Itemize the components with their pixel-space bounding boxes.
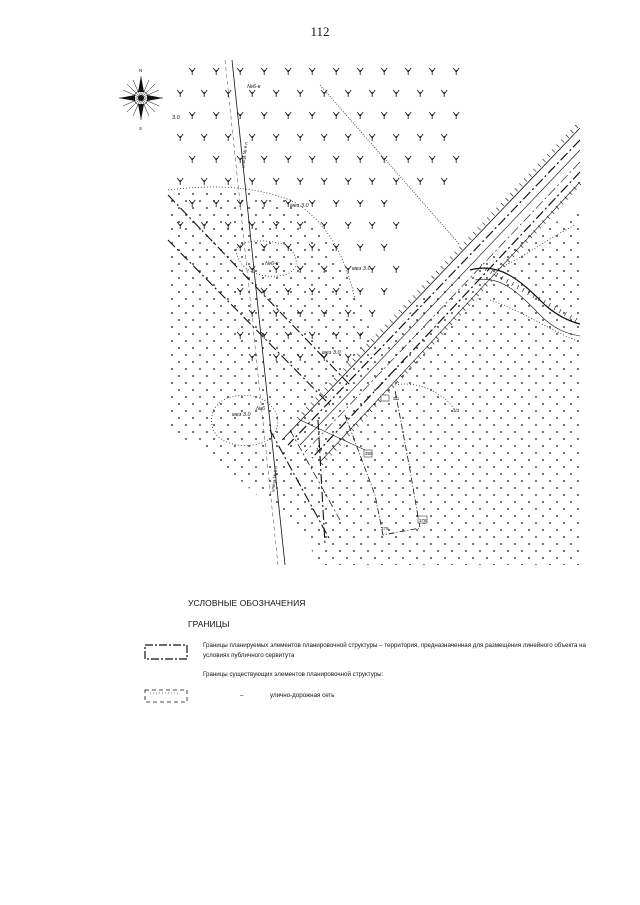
- embankment-hatch: [376, 334, 379, 337]
- embankment-hatch: [575, 125, 578, 128]
- tree-symbol: [333, 68, 339, 75]
- tree-symbol: [309, 68, 315, 75]
- parcel-number-4: 378: [419, 518, 427, 523]
- tree-symbol: [453, 68, 459, 75]
- embankment-hatch: [496, 208, 499, 211]
- tree-symbol: [333, 200, 339, 207]
- parcel-number-1: 3/1: [393, 396, 400, 401]
- tree-symbol: [405, 68, 411, 75]
- embankment-hatch: [506, 198, 509, 201]
- tree-symbol: [225, 178, 231, 185]
- tree-symbol: [249, 134, 255, 141]
- tree-symbol: [201, 90, 207, 97]
- embankment-hatch: [501, 203, 504, 206]
- tree-symbol: [357, 200, 363, 207]
- legend-item-planned: Границы планируемых элементов планировочной структуры – территория, предназначенная для размещения линейного объекта на условиях публичного сервитута: [203, 642, 587, 659]
- embankment-hatch: [556, 144, 559, 147]
- tree-symbol: [261, 68, 267, 75]
- tree-symbol: [441, 178, 447, 185]
- embankment-hatch: [538, 164, 541, 167]
- tree-symbol: [333, 112, 339, 119]
- tree-symbol: [453, 156, 459, 163]
- embankment-hatch: [431, 276, 434, 279]
- tree-symbol: [417, 178, 423, 185]
- tree-symbol: [285, 112, 291, 119]
- embankment-hatch: [385, 325, 388, 328]
- forest-label-2: мез 3.0: [290, 203, 309, 209]
- tree-symbol: [369, 222, 375, 229]
- tree-symbol: [261, 112, 267, 119]
- embankment-hatch: [529, 174, 532, 177]
- tree-symbol: [405, 112, 411, 119]
- tree-symbol: [405, 156, 411, 163]
- embankment-hatch: [482, 222, 485, 225]
- tree-symbol: [357, 156, 363, 163]
- embankment-hatch: [422, 286, 425, 289]
- tree-symbol: [285, 156, 291, 163]
- tree-symbol: [189, 156, 195, 163]
- legend-symbol-planned: [145, 645, 187, 659]
- embankment-hatch: [427, 281, 430, 284]
- tree-symbol: [369, 90, 375, 97]
- tree-symbol: [297, 134, 303, 141]
- tree-symbol: [213, 68, 219, 75]
- embankment-hatch: [459, 247, 462, 250]
- embankment-hatch: [408, 300, 411, 303]
- embankment-hatch: [417, 290, 420, 293]
- embankment-hatch: [552, 149, 555, 152]
- embankment-hatch: [543, 159, 546, 162]
- tree-symbol: [453, 112, 459, 119]
- parcel-number-3: 379: [381, 526, 389, 531]
- embankment-hatch: [519, 183, 522, 186]
- tree-symbol: [357, 112, 363, 119]
- forest-label-8: №6: [256, 406, 266, 412]
- tree-symbol: [441, 134, 447, 141]
- tree-symbol: [381, 244, 387, 251]
- meadow-area: [168, 190, 580, 565]
- tree-symbol: [321, 134, 327, 141]
- tree-symbol: [189, 112, 195, 119]
- embankment-hatch: [390, 320, 393, 323]
- tree-symbol: [177, 134, 183, 141]
- forest-label-3: мез 3.0: [352, 266, 371, 272]
- forest-label-4: мез 3.0: [322, 350, 341, 356]
- legend-subtitle: ГРАНИЦЫ: [188, 619, 230, 629]
- tree-symbol: [357, 244, 363, 251]
- embankment-hatch: [561, 140, 564, 143]
- tree-symbol: [285, 68, 291, 75]
- tree-symbol: [321, 90, 327, 97]
- tree-symbol: [381, 112, 387, 119]
- tree-symbol: [381, 68, 387, 75]
- tree-symbol: [393, 178, 399, 185]
- embankment-hatch: [510, 193, 513, 196]
- tree-symbol: [261, 156, 267, 163]
- embankment-hatch: [533, 169, 536, 172]
- tree-symbol: [369, 134, 375, 141]
- tree-symbol: [429, 156, 435, 163]
- tree-symbol: [357, 68, 363, 75]
- embankment-hatch: [450, 256, 453, 259]
- forest-label-1: 3.0: [172, 115, 180, 121]
- legend-title: УСЛОВНЫЕ ОБОЗНАЧЕНИЯ: [188, 598, 306, 608]
- tree-symbol: [393, 266, 399, 273]
- embankment-hatch: [566, 135, 569, 138]
- embankment-hatch: [570, 130, 573, 133]
- tree-symbol: [321, 222, 327, 229]
- forest-label-7: №6-к: [265, 261, 279, 267]
- tree-symbol: [297, 178, 303, 185]
- embankment-hatch: [413, 295, 416, 298]
- embankment-hatch: [464, 242, 467, 245]
- tree-symbol: [345, 90, 351, 97]
- tree-symbol: [345, 266, 351, 273]
- embankment-hatch: [399, 310, 402, 313]
- tree-symbol: [369, 310, 375, 317]
- embankment-hatch: [492, 213, 495, 216]
- tree-symbol: [345, 134, 351, 141]
- tree-symbol: [237, 68, 243, 75]
- tree-symbol: [393, 222, 399, 229]
- embankment-hatch: [547, 154, 550, 157]
- tree-symbol: [393, 90, 399, 97]
- tree-symbol: [429, 68, 435, 75]
- tree-symbol: [201, 178, 207, 185]
- embankment-hatch: [468, 237, 471, 240]
- tree-symbol: [213, 112, 219, 119]
- tree-symbol: [381, 156, 387, 163]
- forest-label-6: №6-к: [247, 84, 261, 90]
- tree-symbol: [321, 178, 327, 185]
- embankment-hatch: [394, 315, 397, 318]
- tree-symbol: [225, 134, 231, 141]
- tree-symbol: [417, 134, 423, 141]
- tree-symbol: [249, 90, 255, 97]
- tree-symbol: [309, 200, 315, 207]
- embankment-hatch: [524, 179, 527, 182]
- legend-symbol-existing: [145, 690, 187, 702]
- road-label-upper: улица № 6 п: [240, 141, 249, 169]
- tree-symbol: [429, 112, 435, 119]
- compass-rose-icon: [119, 68, 163, 131]
- embankment-hatch: [404, 305, 407, 308]
- tree-symbol: [333, 156, 339, 163]
- tree-symbol: [309, 156, 315, 163]
- legend-item-road-network: улично-дорожная сеть: [270, 692, 335, 699]
- tree-symbol: [177, 90, 183, 97]
- compass-north-label: N: [139, 68, 143, 73]
- legend-item-dash: –: [240, 692, 244, 699]
- tree-symbol: [357, 288, 363, 295]
- tree-symbol: [201, 134, 207, 141]
- tree-symbol: [213, 156, 219, 163]
- tree-symbol: [441, 90, 447, 97]
- embankment-hatch: [441, 266, 444, 269]
- compass-south-label: S: [139, 126, 143, 131]
- tree-symbol: [309, 112, 315, 119]
- tree-symbol: [345, 222, 351, 229]
- tree-symbol: [381, 288, 387, 295]
- embankment-hatch: [478, 227, 481, 230]
- tree-symbol: [417, 90, 423, 97]
- parcel-number-5: 380: [365, 451, 373, 456]
- page-number: 112: [310, 24, 330, 39]
- tree-symbol: [297, 90, 303, 97]
- tree-symbol: [189, 68, 195, 75]
- legend-item-existing: Границы существующих элементов планировочной структуры:: [203, 671, 384, 678]
- tree-symbol: [273, 90, 279, 97]
- embankment-hatch: [380, 329, 383, 332]
- forest-label-5: мез 3.0: [232, 412, 251, 418]
- embankment-hatch: [487, 217, 490, 220]
- embankment-hatch: [436, 271, 439, 274]
- tree-symbol: [273, 134, 279, 141]
- tree-symbol: [381, 200, 387, 207]
- tree-symbol: [369, 178, 375, 185]
- road-label-lower: улица № 6 п: [270, 465, 279, 493]
- tree-symbol: [177, 178, 183, 185]
- tree-symbol: [273, 178, 279, 185]
- embankment-hatch: [515, 188, 518, 191]
- parcel-number-6: 3/3: [453, 408, 460, 413]
- parcel-number-2: 3/2: [316, 447, 323, 452]
- tree-symbol: [345, 178, 351, 185]
- tree-symbol: [393, 134, 399, 141]
- embankment-hatch: [473, 232, 476, 235]
- embankment-hatch: [455, 252, 458, 255]
- tree-symbol: [249, 178, 255, 185]
- embankment-hatch: [445, 261, 448, 264]
